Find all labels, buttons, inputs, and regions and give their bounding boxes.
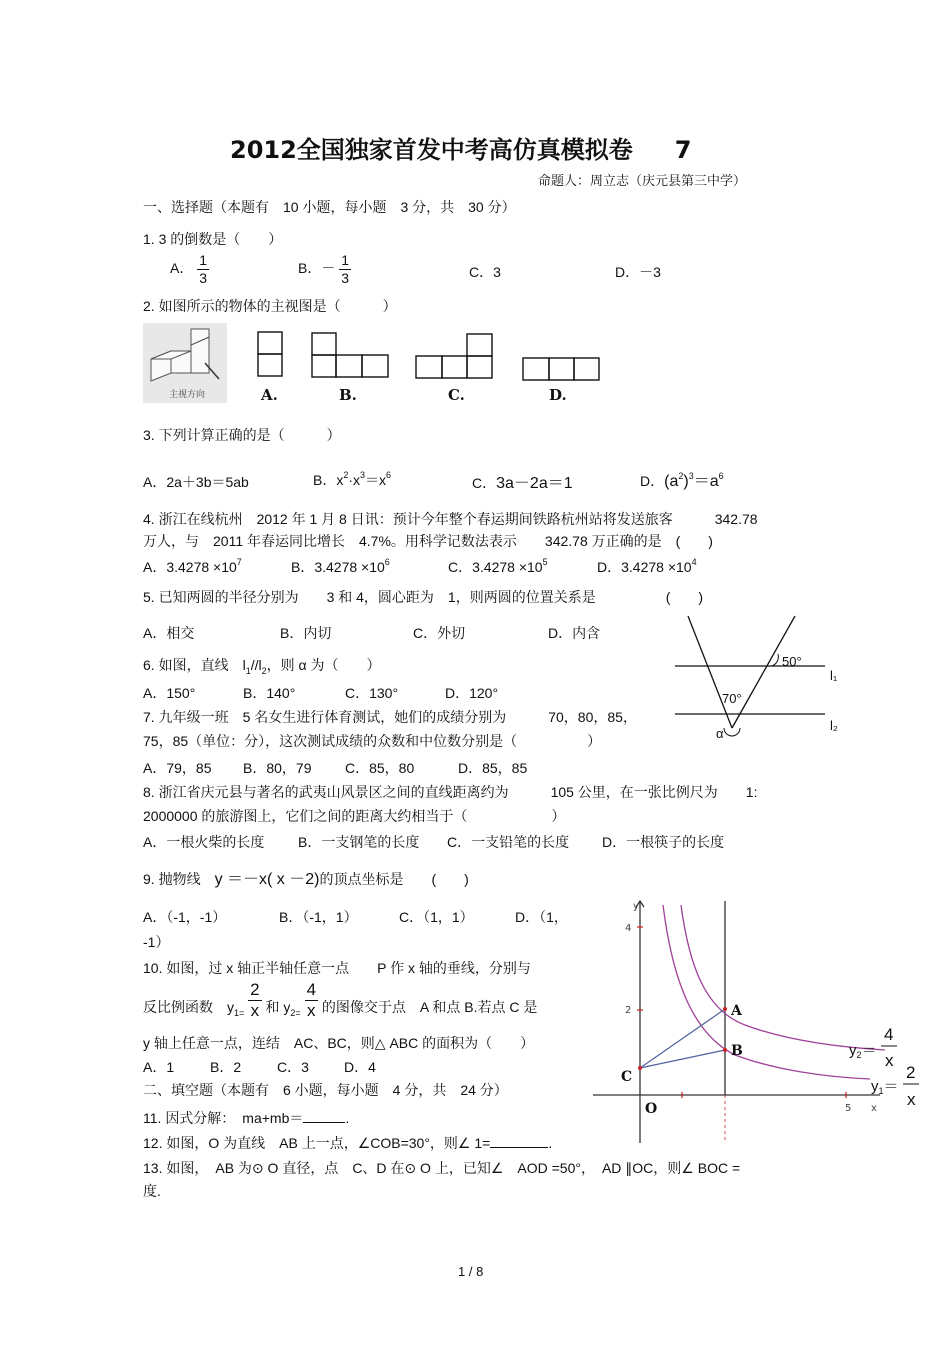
q10-option-d: D．4: [344, 1059, 376, 1075]
q5-option-a: A．相交: [143, 625, 195, 641]
q7-option-c: C．85，80: [345, 760, 415, 776]
q4-option-b: B．$3.4278 \times 10^6$: [291, 557, 390, 575]
tick-4-label: 4: [625, 923, 632, 934]
q9-option-b: B．（-1，1）: [279, 909, 358, 925]
page-number: 1 / 8: [458, 1264, 484, 1279]
q3-option-a: A．2a＋3b＝5ab: [143, 474, 249, 490]
y1-label: $y_1=$: [871, 1078, 899, 1096]
q5-stem: 5. 已知两圆的半径分别为 3 和 4，圆心距为 1，则两圆的位置关系是 ( ): [143, 589, 704, 605]
y2-label: $y_2=$: [849, 1042, 877, 1060]
section-2-heading: 二、填空题（本题有 6 小题，每小题 4 分，共 24 分）: [143, 1082, 508, 1098]
q10-line-2: 反比例函数 $y_{1=}$ $\frac{2}{x}$ 和 $y_{2=}$ $\frac{4}{x}$ 的图像交于点 A 和点 B.若点 C 是: [143, 980, 538, 1020]
q1-option-d: D．－3: [615, 264, 661, 280]
q4-option-a: A．$3.4278 \times 10^7$: [143, 557, 242, 575]
q9-stem: 9. 抛物线 y ＝－x( x －2)的顶点坐标是 ( ): [143, 871, 469, 888]
q11-answer-blank: [303, 1122, 345, 1123]
section-1-heading: 一、选择题（本题有 10 小题，每小题 3 分，共 30 分）: [143, 199, 516, 215]
tick-2-label: 2: [625, 1005, 632, 1016]
q2-label-c: C.: [448, 386, 465, 404]
q8-option-d: D．一根筷子的长度: [602, 834, 725, 850]
q12-stem: 12. 如图，O 为直线 AB 上一点，∠COB=30°，则∠ 1= .: [143, 1135, 553, 1151]
q5-option-b: B．内切: [280, 625, 332, 641]
q8-option-a: A．一根火柴的长度: [143, 834, 265, 850]
q3-option-d: D．$(a^2)^3=a^6$: [640, 471, 724, 490]
q12-answer-blank: [490, 1147, 548, 1148]
q2-shape-b: [312, 333, 388, 377]
q10-option-b: B．2: [210, 1059, 242, 1075]
q8-option-b: B．一支钢笔的长度: [298, 834, 420, 850]
q3-option-c: C．3a－2a＝1: [472, 475, 573, 492]
q8-option-c: C．一支铅笔的长度: [447, 834, 570, 850]
q3-stem: 3. 下列计算正确的是（ ）: [143, 427, 341, 443]
y2-numerator: 4: [884, 1025, 894, 1044]
q10-line-1: 10. 如图，过 x 轴正半轴任意一点 P 作 x 轴的垂线，分别与: [143, 960, 531, 976]
q5-option-d: D．内含: [548, 625, 601, 641]
q2-label-a: A.: [261, 386, 278, 404]
alpha-label: α: [716, 726, 724, 741]
l2-label: l₂: [830, 718, 838, 733]
author-line: 命题人：周立志（庆元县第三中学）: [538, 173, 747, 188]
q2-object-photo: [143, 323, 227, 403]
q1-b-fraction: $\frac{1}{3}$: [341, 252, 350, 286]
q10-line-3: y 轴上任意一点，连结 AC、BC，则△ ABC 的面积为（ ）: [143, 1035, 535, 1051]
q10-hyperbola-graph: [585, 895, 930, 1147]
q10-fraction-4x: $\frac{4}{x}$: [306, 980, 317, 1020]
curve-y1: [663, 905, 870, 1079]
q8-line-2: 2000000 的旅游图上，它们之间的距离大约相当于（ ）: [143, 808, 566, 824]
transversal-1: [688, 616, 732, 728]
title-number: 7: [674, 136, 692, 164]
q3-option-b: B．$x^2\cdot x^3=x^6$: [313, 470, 392, 488]
angle-70-label: 70°: [722, 691, 742, 706]
q6-option-d: D．120°: [445, 685, 499, 701]
q11-stem: 11. 因式分解： ma+mb＝ .: [143, 1110, 350, 1126]
q10-option-a: A．1: [143, 1059, 175, 1075]
q10-fraction-2x: $\frac{2}{x}$: [250, 980, 260, 1020]
q10-option-c: C．3: [277, 1059, 309, 1075]
q2-shape-d: [523, 358, 599, 380]
y1-denominator: x: [907, 1090, 916, 1109]
q4-option-c: C．$3.4278 \times 10^5$: [448, 557, 548, 575]
q2-shape-a: [258, 332, 282, 376]
q2-options-figure: [255, 330, 605, 405]
y-axis-label: y: [633, 901, 639, 912]
q4-option-d: D．$3.4278 \times 10^4$: [597, 557, 697, 575]
q6-parallel-lines-figure: [660, 610, 860, 750]
q9-option-d-continued: -1）: [143, 934, 170, 950]
q1-a-label: A．: [170, 260, 194, 277]
q7-line-1: 7. 九年级一班 5 名女生进行体育测试，她们的成绩分别为 70，80，85，: [143, 709, 637, 725]
q1-b-label: B．－: [298, 260, 336, 277]
q9-option-d: D．（1，: [515, 909, 568, 925]
q2-label-b: B.: [339, 386, 357, 404]
q4-line-2: 万人，与 2011 年春运同比增长 4.7%。用科学记数法表示 342.78 万正确的是 ( ): [143, 533, 713, 549]
q9-option-a: A．（-1，-1）: [143, 909, 227, 925]
q9-option-c: C．（1，1）: [399, 909, 474, 925]
x-axis-label: x: [871, 1103, 877, 1114]
y1-numerator: 2: [906, 1063, 916, 1082]
point-b-label: B: [731, 1043, 743, 1059]
q1-stem: 1. 3 的倒数是（ ）: [143, 231, 283, 247]
q6-stem: 6. 如图，直线 $l_1//l_2$，则 α 为（ ）: [143, 657, 381, 676]
q7-line-2: 75，85（单位：分），这次测试成绩的众数和中位数分别是（ ）: [143, 733, 602, 749]
q6-option-a: A．150°: [143, 685, 196, 701]
q7-option-a: A．79，85: [143, 760, 212, 776]
q6-option-c: C．130°: [345, 685, 399, 701]
q2-label-d: D.: [549, 386, 567, 404]
q13-line-1: 13. 如图， AB 为⊙ O 直径，点 C、D 在⊙ O 上，已知∠ AOD =50°， AD ∥OC，则∠ BOC =: [143, 1160, 741, 1176]
q1-option-a: [170, 252, 209, 287]
transversal-2: [732, 616, 795, 728]
y2-denominator: x: [885, 1051, 894, 1070]
q5-option-c: C．外切: [413, 625, 466, 641]
angle-50-label: 50°: [782, 654, 802, 669]
q1-option-c: C．3: [469, 264, 501, 280]
curve-y2: [681, 905, 885, 1050]
q1-option-b: [298, 252, 351, 287]
q6-option-b: B．140°: [243, 685, 296, 701]
origin-label: O: [645, 1101, 658, 1117]
point-c-label: C: [621, 1069, 633, 1085]
l1-label: l₁: [830, 668, 838, 683]
q8-line-1: 8. 浙江省庆元县与著名的武夷山风景区之间的直线距离约为 105 公里，在一张比例尺为 1:: [143, 784, 758, 800]
q2-photo-caption: 主视方向: [169, 390, 206, 400]
q1-a-fraction: $\frac{1}{3}$: [199, 252, 208, 286]
q7-option-d: D．85，85: [458, 760, 528, 776]
q2-shape-c: [416, 334, 492, 378]
q4-line-1: 4. 浙江在线杭州 2012 年 1 月 8 日讯：预计今年整个春运期间铁路杭州站将发送旅客 342.78: [143, 511, 758, 527]
tick-5-label: 5: [845, 1103, 852, 1114]
title-main: 2012全国独家首发中考高仿真模拟卷: [230, 136, 633, 164]
q2-stem: 2. 如图所示的物体的主视图是（ ）: [143, 298, 397, 314]
q13-line-2: 度.: [143, 1183, 161, 1199]
page-title: [230, 130, 692, 165]
point-a-label: A: [731, 1003, 742, 1019]
q7-option-b: B．80，79: [243, 760, 312, 776]
